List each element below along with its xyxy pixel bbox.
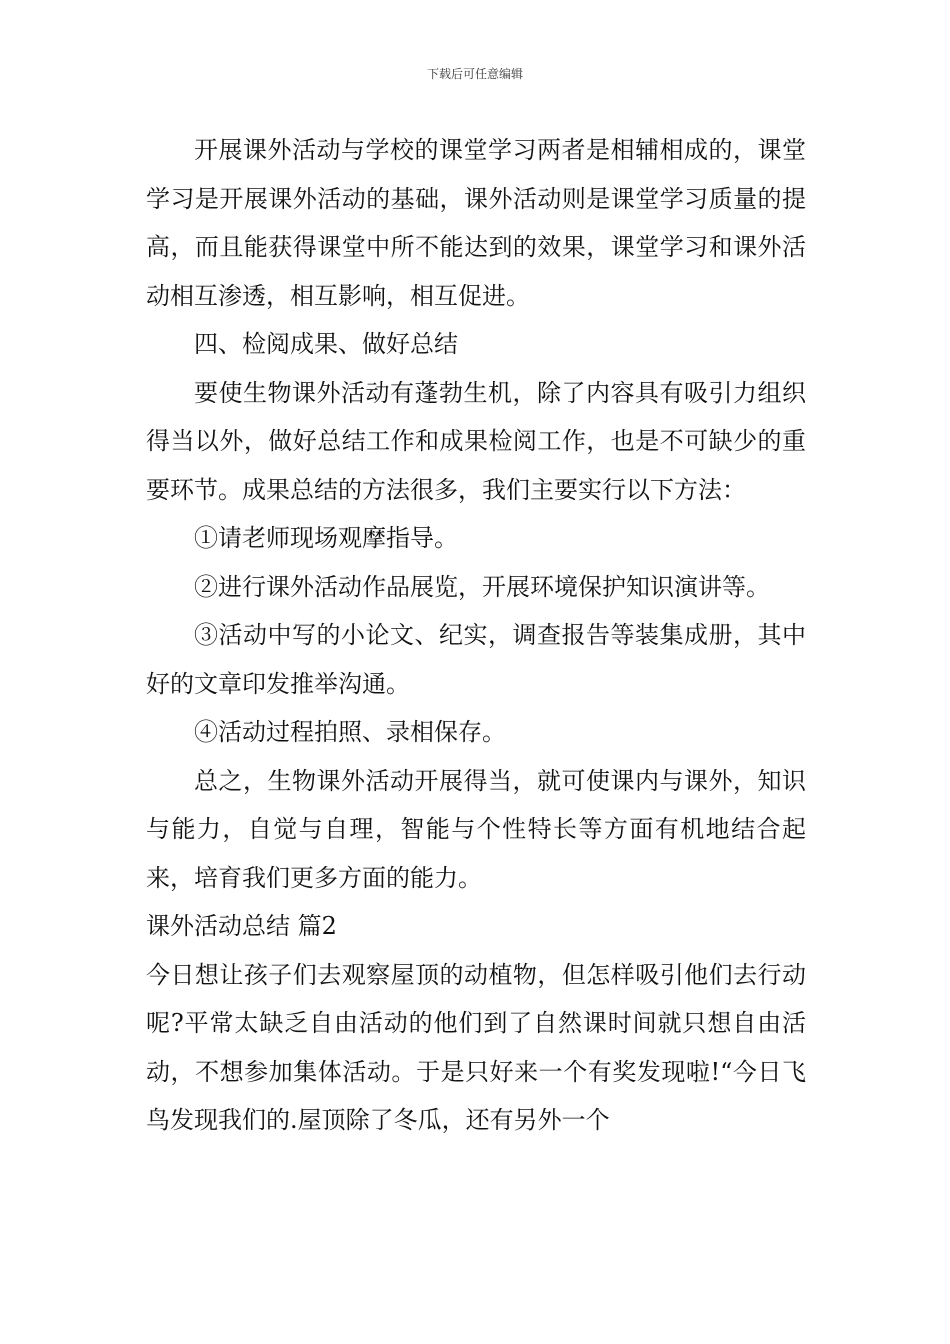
section-heading-four: 四、检阅成果、做好总结 (194, 330, 458, 358)
list-item-2: ②进行课外活动作品展览，开展环境保护知识演讲等。 (194, 572, 770, 601)
section-title-part2: 课外活动总结 篇2 (146, 912, 337, 940)
paragraph-conclusion: 总之，生物课外活动开展得当，就可使课内与课外，知识与能力，自觉与自理，智能与个性特长等方面有机地结合起来，培育我们更多方面的能力。 (146, 766, 806, 892)
list-item-1: ①请老师现场观摩指导。 (194, 524, 458, 552)
list-item-4: ④活动过程拍照、录相保存。 (194, 718, 506, 746)
paragraph-intro: 开展课外活动与学校的课堂学习两者是相辅相成的，课堂学习是开展课外活动的基础，课外活动则是课堂学习质量的提高，而且能获得课堂中所不能达到的效果，课堂学习和课外活动相互渗透，相互影响，相互促进。 (146, 136, 806, 310)
paragraph-summary-methods: 要使生物课外活动有蓬勃生机，除了内容具有吸引力组织得当以外，做好总结工作和成果检阅工作，也是不可缺少的重要环节。成果总结的方法很多，我们主要实行以下方法： (146, 378, 806, 504)
list-item-3: ③活动中写的小论文、纪实，调查报告等装集成册，其中好的文章印发推举沟通。 (146, 621, 806, 698)
page-header-note: 下载后可任意编辑 (426, 67, 523, 81)
paragraph-part2-intro: 今日想让孩子们去观察屋顶的动植物，但怎样吸引他们去行动呢?平常太缺乏自由活动的他们到了自然课时间就只想自由活动，不想参加集体活动。于是只好来一个有奖发现啦!“今日飞鸟发现我们的.屋顶除了冬瓜，还有另外一个 (146, 960, 806, 1134)
document-body (146, 126, 806, 1145)
